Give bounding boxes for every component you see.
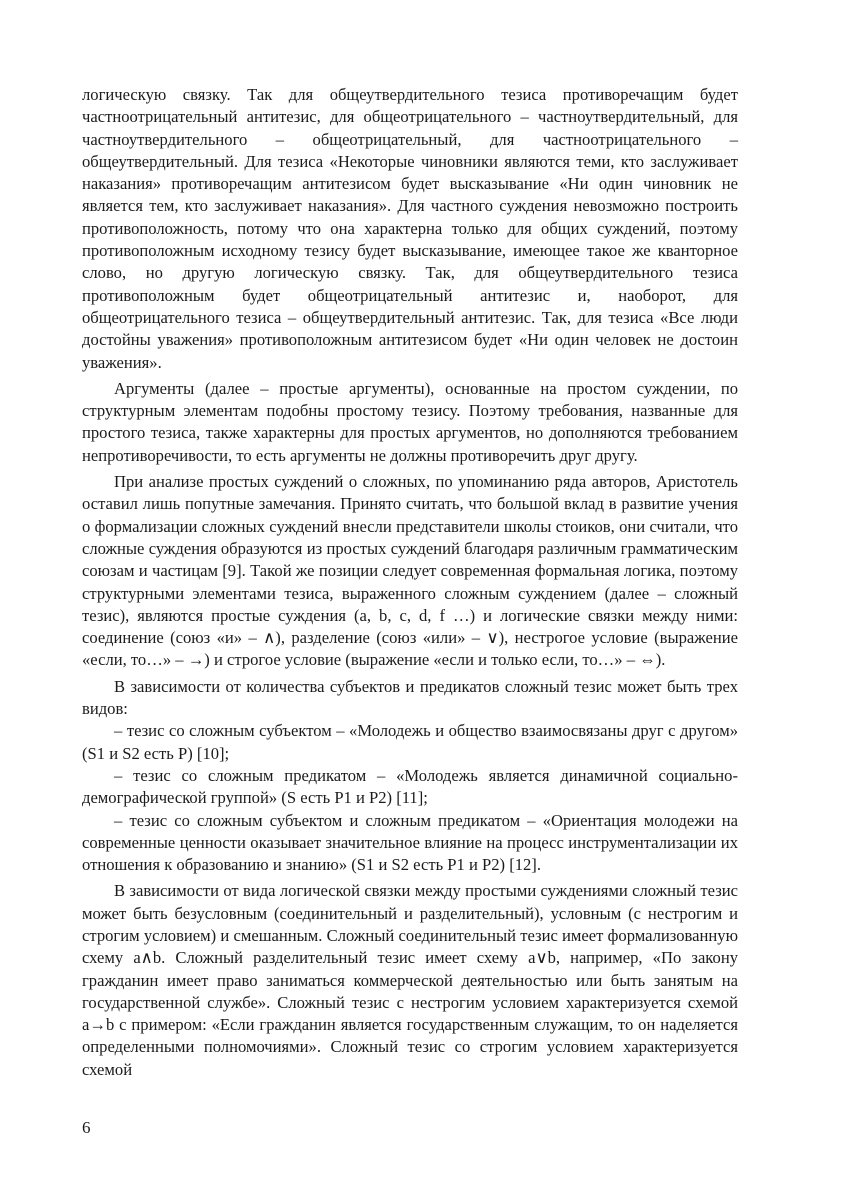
page-number: 6 bbox=[82, 1118, 91, 1137]
page-body bbox=[82, 84, 738, 1081]
list-item-complex-subject-predicate: – тезис со сложным субъектом и сложным предикатом – «Ориентация молодежи на современные ценности оказывает значительное влияние на процесс инструментализации их отношения к образованию и знанию» (S1 и S2 есть P1 и P2) [12]. bbox=[82, 810, 738, 875]
paragraph-complex-judgments: При анализе простых суждений о сложных, по упоминанию ряда авторов, Аристотель оставил лишь попутные замечания. Принято считать, что большой вклад в развитие учения о формализации сложных суждений внесли представители школы стоиков, они считали, что сложные суждения образуются из простых суждений благодаря различным грамматическим союзам и частицам [9]. Такой же позиции следует современная формальная логика, поэтому структурными элементами тезиса, выраженного сложным суждением (далее – сложный тезис), являются простые суждения (a, b, c, d, f …) и логические связки между ними: соединение (союз «и» – ∧), разделение (союз «или» – ∨), нестрогое условие (выражение «если, то…» – →) и строгое условие (выражение «если и только если, то…» – ⇔). bbox=[82, 472, 738, 670]
paragraph-thesis-types-intro: В зависимости от количества субъектов и предикатов сложный тезис может быть трех видов: bbox=[82, 676, 738, 719]
paragraph-logical-connectives: В зависимости от вида логической связки между простыми суждениями сложный тезис может быть безусловным (соединительный и разделительный), условным (с нестрогим и строгим условием) и смешанным. Сложный соединительный тезис имеет формализованную схему a∧b. Сложный разделительный тезис имеет схему a∨b, например, «По закону гражданин имеет право заниматься коммерческой деятельностью или быть занятым на государственной службе». Сложный тезис с нестрогим условием характеризуется схемой a→b с примером: «Если гражданин является государственным служащим, то он наделяется определенными полномочиями». Сложный тезис со строгим условием характеризуется схемой bbox=[82, 881, 738, 1079]
paragraph-continuation: логическую связку. Так для общеутвердительного тезиса противоречащим будет частноотрицательный антитезис, для общеотрицательного – частноутвердительный, для частноутвердительного – общеотрицательный, для частноотрицательного – общеутвердительный. Для тезиса «Некоторые чиновники являются теми, кто заслуживает наказания» противоречащим антитезисом будет высказывание «Ни один чиновник не является тем, кто заслуживает наказания». Для частного суждения невозможно построить противоположность, потому что она характерна только для общих суждений, поэтому противоположным исходному тезису будет высказывание, имеющее такое же кванторное слово, но другую логическую связку. Так, для общеутвердительного тезиса противоположным будет общеотрицательный антитезис и, наоборот, для общеотрицательного тезиса – общеутвердительный антитезис. Так, для тезиса «Все люди достойны уважения» противоположным антитезисом будет «Ни один человек не достоин уважения». bbox=[82, 85, 738, 372]
list-item-complex-predicate: – тезис со сложным предикатом – «Молодежь является динамичной социально-демографической группой» (S есть P1 и P2) [11]; bbox=[82, 765, 738, 808]
list-item-complex-subject: – тезис со сложным субъектом – «Молодежь и общество взаимосвязаны друг с другом» (S1 и S2 есть P) [10]; bbox=[82, 721, 738, 763]
paragraph-simple-arguments: Аргументы (далее – простые аргументы), основанные на простом суждении, по структурным элементам подобны простому тезису. Поэтому требования, названные для простого тезиса, также характерны для простых аргументов, но дополняются требованием непротиворечивости, то есть аргументы не должны противоречить друг другу. bbox=[82, 378, 738, 465]
